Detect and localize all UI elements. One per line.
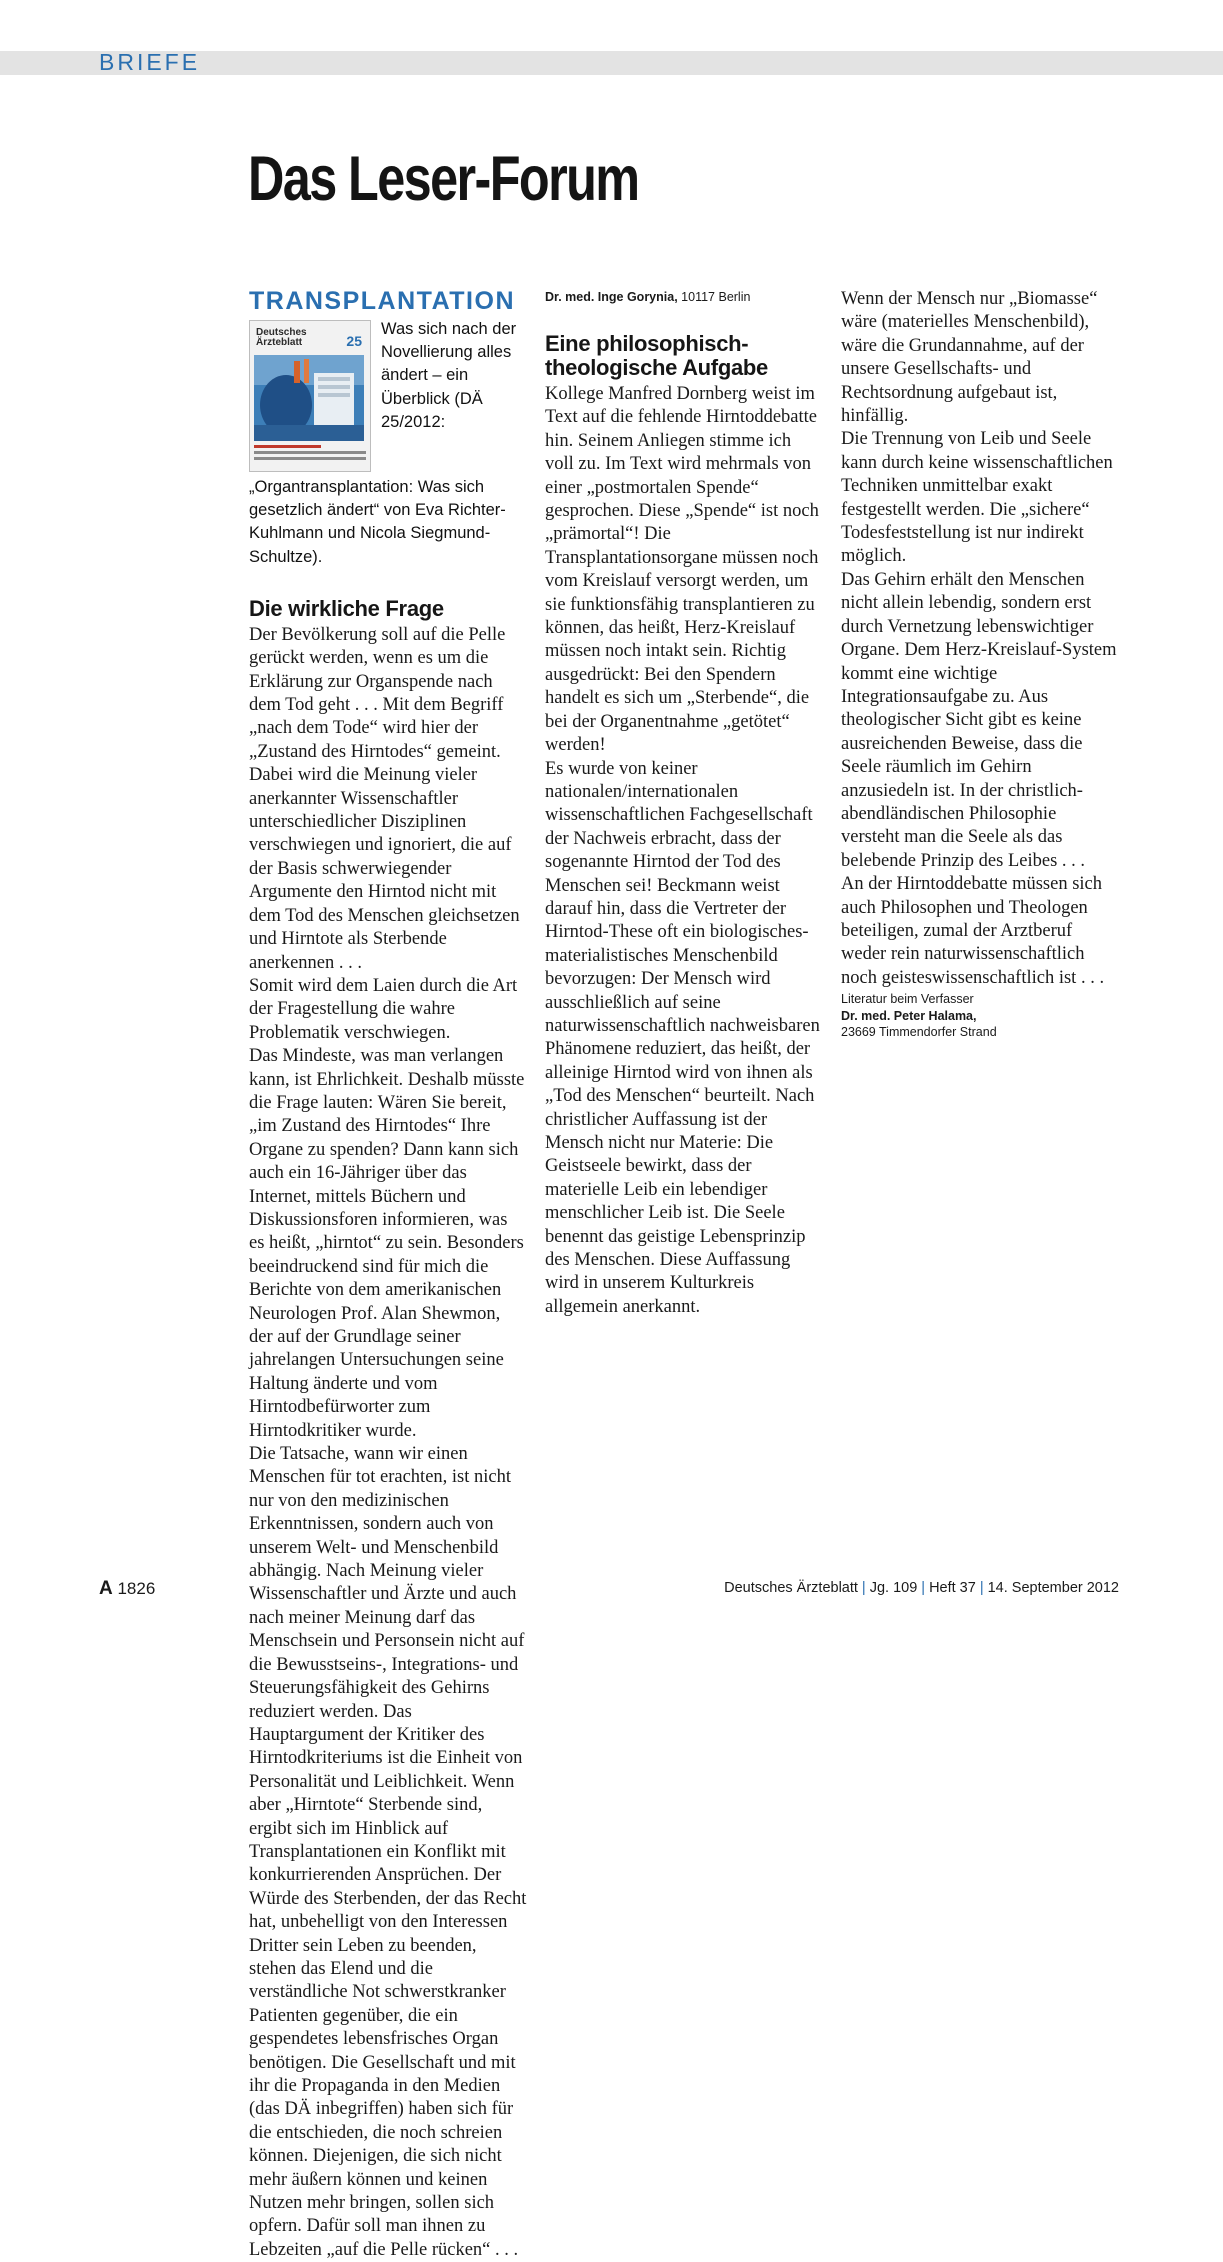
letter-1-paragraph: Somit wird dem Laien durch die Art der Fragestellung die wahre Problematik verschwiegen. bbox=[249, 975, 518, 1043]
letter-2-heading: Eine philosophisch-theologische Aufgabe bbox=[545, 331, 768, 380]
footer-journal: Deutsches Ärzteblatt bbox=[724, 1580, 858, 1596]
cover-photo bbox=[254, 355, 364, 441]
letter-1-heading: Die wirkliche Frage bbox=[249, 595, 444, 621]
letter-2-paragraph: Wenn der Mensch nur „Biomasse“ wäre (materielles Menschenbild), wäre die Grundannahme, auf der unsere Gesellschafts- und Rechtsordnung aufgebaut ist, hinfällig. bbox=[841, 289, 1098, 427]
page-number bbox=[99, 1578, 155, 1600]
letter-1-paragraph: Dabei wird die Meinung vieler anerkannter Wissenschaftler unterschiedlicher Disziplinen verschwiegen und ignoriert, die auf der Basis schwerwiegender Argumente den Hirntod nicht mit dem Tod des Menschen gleichsetzen und Hirntote als Sterbende anerkennen . . . bbox=[249, 765, 520, 973]
footer-volume: Jg. 109 bbox=[869, 1580, 918, 1596]
cover-footer-lines bbox=[254, 445, 366, 467]
letter-2-paragraph: Es wurde von keiner nationalen/internationalen wissenschaftlichen Fachgesellschaft der Nachweis erbracht, dass der sogenannte Hirntod der Tod des Menschen sei! Beckmann weist darauf hin, dass die Vertreter der Hirntod-These oft ein biologisches-materialistisches Menschenbild bevorzugen: Der Mensch wird ausschließlich auf seine naturwissenschaftlich nachweisbaren Phänomene reduziert, das heißt, der alleinige Hirntod wird von ihnen als „Tod des Menschen“ beurteilt. Nach christlicher Auffassung ist der Mensch nicht nur Materie: Die Geistseele bewirkt, dass der materielle Leib ein lebendiger menschlicher Leib ist. Die Seele benennt das geistige Lebensprinzip des Menschen. Diese Auffassung wird in unserem Kulturkreis allgemein anerkannt. bbox=[545, 758, 820, 1317]
page-number-value: 1826 bbox=[117, 1579, 156, 1598]
article-reference bbox=[249, 318, 527, 569]
footer-date: 14. September 2012 bbox=[987, 1580, 1119, 1596]
magazine-cover-thumbnail bbox=[249, 320, 371, 472]
footer-issue: Heft 37 bbox=[929, 1580, 976, 1596]
cover-brand: Deutsches Ärzteblatt bbox=[256, 327, 307, 348]
column-1 bbox=[249, 286, 527, 2262]
footer-citation bbox=[724, 1580, 1119, 1596]
letter-1-author-place: 10117 Berlin bbox=[681, 290, 751, 304]
letter-2-paragraph: Kollege Manfred Dornberg weist im Text auf die fehlende Hirntoddebatte hin. Seinem Anliegen stimme ich voll zu. Im Text wird mehrmals von einer „postmortalen Spende“ gesprochen. Diese „Spende“ ist noch „prämortal“! Die Transplantationsorgane müssen noch vom Kreislauf versorgt werden, um sie funktionsfähig transplantieren zu können, das heißt, Herz-Kreislauf müssen noch intakt sein. Richtig ausgedrückt: Bei den Spendern handelt es sich um „Sterbende“, die bei der Organentnahme „getötet“ werden! bbox=[545, 384, 819, 756]
letter-1-paragraph: Der Bevölkerung soll auf die Pelle gerückt werden, wenn es um die Erklärung zur Organspende nach dem Tod geht . . . Mit dem Begriff „nach dem Tode“ wird hier der „Zustand des Hirntodes“ gemeint. bbox=[249, 624, 506, 762]
cover-issue-number: 25 bbox=[346, 333, 362, 349]
separator: | bbox=[979, 1580, 984, 1596]
letter-2-author-name: Dr. med. Peter Halama, bbox=[841, 1009, 977, 1024]
letter-2-paragraph: Die Trennung von Leib und Seele kann durch keine wissenschaftlichen Techniken unmittelbar exakt festgestellt werden. Die „sichere“ Todesfeststellung ist nur indirekt möglich. bbox=[841, 429, 1113, 567]
article-reference-text: Was sich nach der Novellierung alles ändert – ein Überblick (DÄ 25/2012: „Organtransplantation: Was sich gesetzlich ändert“ von Eva Richter-Kuhlmann und Nicola Siegmund-Schultze). bbox=[249, 320, 517, 566]
topic-heading: TRANSPLANTATION bbox=[249, 287, 515, 315]
column-3 bbox=[841, 288, 1119, 1040]
letter-2-paragraph: Das Gehirn erhält den Menschen nicht allein lebendig, sondern erst durch Vernetzung lebenswichtiger Organe. Dem Herz-Kreislauf-System kommt eine wichtige Integrationsaufgabe zu. Aus theologischer Sicht gibt es keine ausreichenden Beweise, dass die Seele räumlich im Gehirn anzusiedeln ist. In der christlich-abendländischen Philosophie versteht man die Seele als das belebende Prinzip des Leibes . . . bbox=[841, 569, 1117, 871]
letter-1-paragraph: Die Tatsache, wann wir einen Menschen für tot erachten, ist nicht nur von den medizinischen Erkenntnissen, sondern auch von unserem Welt- und Menschenbild abhängig. Nach Meinung vieler Wissenschaftler und Ärzte und auch nach meiner Meinung darf das Menschsein und Personsein nicht auf die Bewusstseins-, Integrations- und Steuerungsfähigkeit des Gehirns reduziert werden. Das Hauptargument der Kritiker des Hirntodkriteriums ist die Einheit von Personalität und Leiblichkeit. Wenn aber „Hirntote“ Sterbende sind, ergibt sich im Hinblick auf Transplantationen ein Konflikt mit konkurrierenden Ansprüchen. Der Würde des Sterbenden, der das Recht hat, unbehelligt von den Interessen Dritter sein Leben zu beenden, stehen das Elend und die verständliche Not schwerstkranker Patienten gegenüber, die ein gespendetes lebensfrisches Organ benötigen. Die Gesellschaft und mit ihr die Propaganda in den Medien (das DÄ inbegriffen) haben sich für die entschieden, die noch schreien können. Diejenigen, die sich nicht mehr äußern können und keinen Nutzen mehr bringen, sollen sich opfern. Dafür soll man ihnen zu Lebzeiten „auf die Pelle rücken“ . . . bbox=[249, 1444, 527, 2260]
letter-1-author bbox=[545, 288, 823, 306]
letter-2-paragraph: An der Hirntoddebatte müssen sich auch Philosophen und Theologen beteiligen, zumal der Arztberuf weder rein naturwissenschaftlich noch geisteswissenschaftlich ist . . . bbox=[841, 874, 1105, 988]
literature-note: Literatur beim Verfasser bbox=[841, 992, 974, 1007]
letter-1-paragraph: Das Mindeste, was man verlangen kann, ist Ehrlichkeit. Deshalb müsste die Frage lauten: Wären Sie bereit, „im Zustand des Hirntodes“ Ihre Organe zu spenden? Dann kann sich auch ein 16-Jähriger über das Internet, mittels Büchern und Diskussionsforen informieren, was es heißt, „hirntot“ zu sein. Besonders beeindruckend sind für mich die Berichte von dem amerikanischen Neurologen Prof. Alan Shewmon, der auf der Grundlage seiner jahrelangen Untersuchungen seine Haltung änderte und vom Hirntodbefürworter zum Hirntodkritiker wurde. bbox=[249, 1046, 525, 1441]
column-2 bbox=[545, 288, 823, 1319]
page-prefix: A bbox=[99, 1578, 113, 1599]
letter-1-author-name: Dr. med. Inge Gorynia, bbox=[545, 290, 678, 304]
page-title: Das Leser-Forum bbox=[248, 144, 639, 214]
separator: | bbox=[861, 1580, 866, 1596]
letter-2-author bbox=[841, 1008, 1119, 1040]
letter-2-author-place: 23669 Timmendorfer Strand bbox=[841, 1025, 997, 1040]
separator: | bbox=[921, 1580, 926, 1596]
section-label: BRIEFE bbox=[99, 49, 201, 75]
